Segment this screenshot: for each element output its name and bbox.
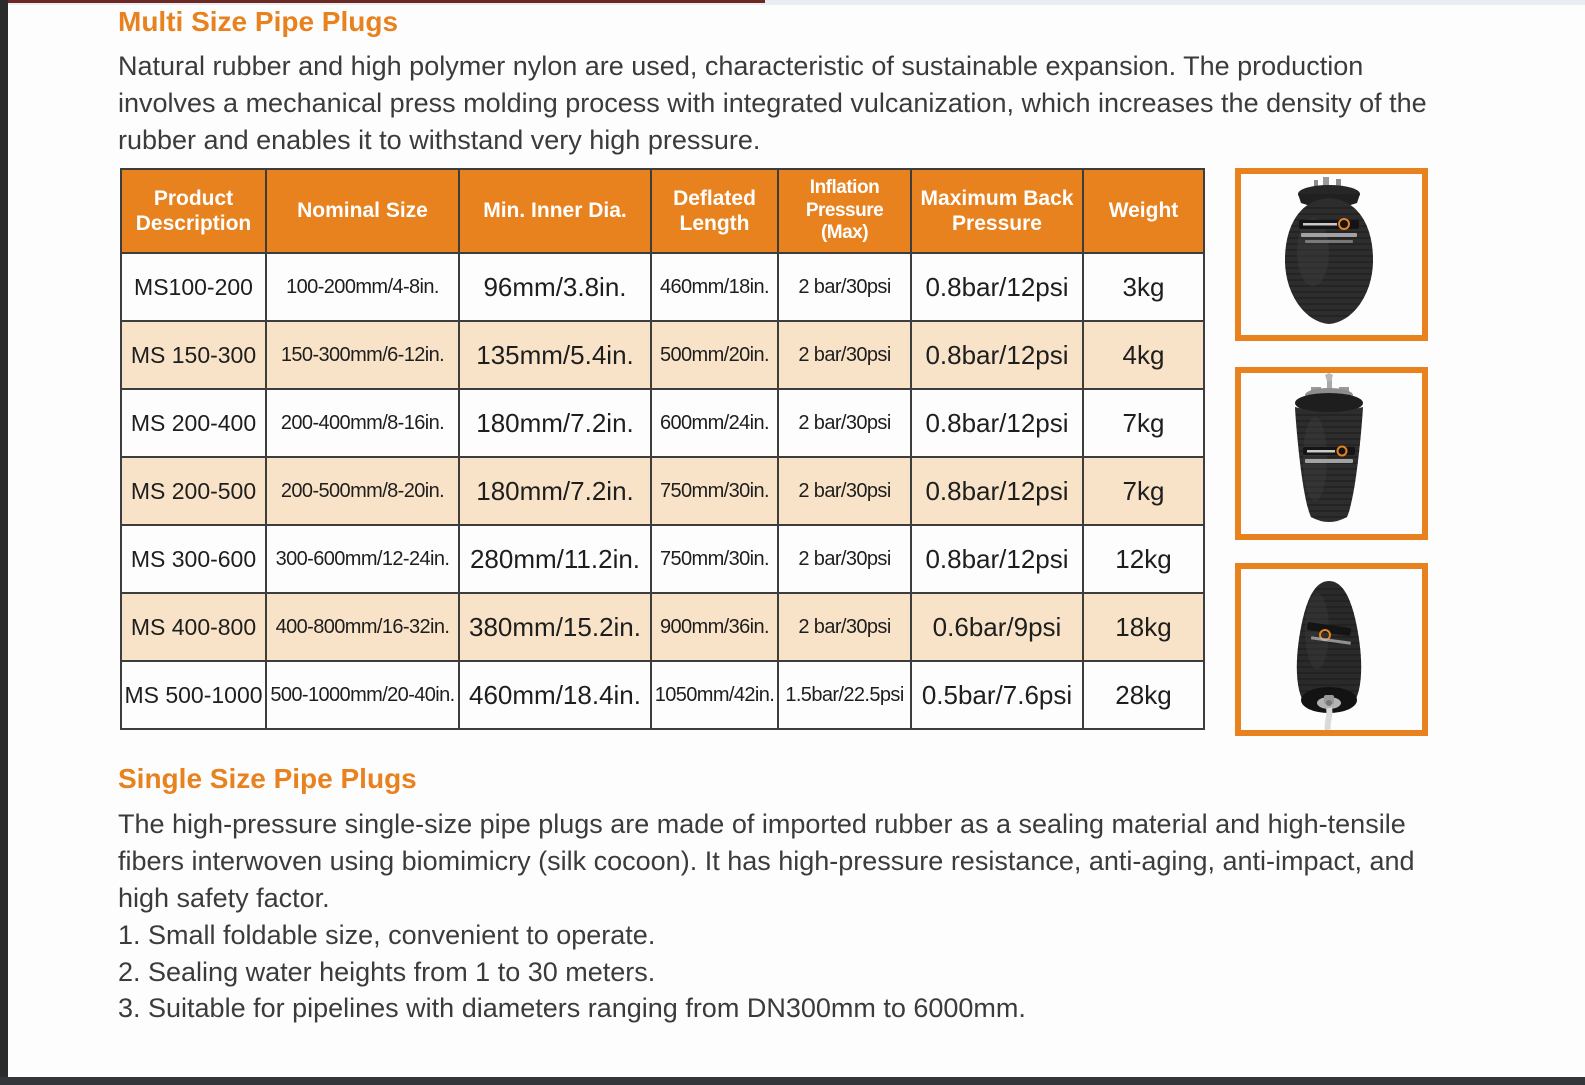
- table-cell: 750mm/30in.: [651, 457, 778, 525]
- table-cell: 300-600mm/12-24in.: [266, 525, 459, 593]
- table-cell: MS 150-300: [121, 321, 266, 389]
- table-cell: 0.8bar/12psi: [911, 457, 1083, 525]
- table-cell: 3kg: [1083, 253, 1204, 321]
- table-cell: MS 300-600: [121, 525, 266, 593]
- table-cell: 750mm/30in.: [651, 525, 778, 593]
- table-cell: 0.8bar/12psi: [911, 253, 1083, 321]
- table-cell: 4kg: [1083, 321, 1204, 389]
- feature-item: 2. Sealing water heights from 1 to 30 meters.: [118, 956, 656, 987]
- table-cell: 135mm/5.4in.: [459, 321, 651, 389]
- table-cell: 18kg: [1083, 593, 1204, 661]
- table-cell: 2 bar/30psi: [778, 457, 911, 525]
- column-header-deflated-length: Deflated Length: [651, 169, 778, 253]
- table-cell: 96mm/3.8in.: [459, 253, 651, 321]
- table-cell: 460mm/18in.: [651, 253, 778, 321]
- page-bottom-edge-strip: [0, 1077, 1585, 1085]
- table-row: [121, 457, 1204, 525]
- table-row: [121, 321, 1204, 389]
- table-cell: 1.5bar/22.5psi: [778, 661, 911, 729]
- table-cell: 7kg: [1083, 389, 1204, 457]
- table-cell: 500-1000mm/20-40in.: [266, 661, 459, 729]
- table-cell: MS 200-500: [121, 457, 266, 525]
- table-row: [121, 661, 1204, 729]
- table-row: [121, 593, 1204, 661]
- column-header-nominal-size: Nominal Size: [266, 169, 459, 253]
- table-cell: 460mm/18.4in.: [459, 661, 651, 729]
- table-cell: 400-800mm/16-32in.: [266, 593, 459, 661]
- spec-table-body: [121, 253, 1204, 729]
- table-cell: 180mm/7.2in.: [459, 389, 651, 457]
- feature-item: 3. Suitable for pipelines with diameters ranging from DN300mm to 6000mm.: [118, 993, 1026, 1023]
- column-header-product-description: Product Description: [121, 169, 266, 253]
- table-cell: 2 bar/30psi: [778, 593, 911, 661]
- table-cell: MS 400-800: [121, 593, 266, 661]
- table-row: [121, 389, 1204, 457]
- multi-size-spec-table: [120, 168, 1205, 730]
- table-cell: MS 200-400: [121, 389, 266, 457]
- table-cell: 2 bar/30psi: [778, 321, 911, 389]
- page-left-edge-strip: [0, 0, 8, 1085]
- egg-plug-image: [1241, 174, 1422, 335]
- table-cell: 500mm/20in.: [651, 321, 778, 389]
- table-cell: 1050mm/42in.: [651, 661, 778, 729]
- multi-size-title: Multi Size Pipe Plugs: [118, 6, 399, 37]
- table-row: [121, 253, 1204, 321]
- table-cell: 0.5bar/7.6psi: [911, 661, 1083, 729]
- table-cell: 900mm/36in.: [651, 593, 778, 661]
- table-header-row: [121, 169, 1204, 253]
- table-cell: 200-400mm/8-16in.: [266, 389, 459, 457]
- table-cell: 600mm/24in.: [651, 389, 778, 457]
- table-cell: 380mm/15.2in.: [459, 593, 651, 661]
- table-cell: MS 500-1000: [121, 661, 266, 729]
- table-cell: 28kg: [1083, 661, 1204, 729]
- table-cell: 150-300mm/6-12in.: [266, 321, 459, 389]
- column-header-inflation-pressure: Inflation Pressure (Max): [778, 169, 911, 253]
- cone-plug-image: [1241, 569, 1422, 730]
- product-photo-egg-plug: [1235, 168, 1428, 341]
- table-cell: 7kg: [1083, 457, 1204, 525]
- table-cell: 200-500mm/8-20in.: [266, 457, 459, 525]
- table-cell: 0.8bar/12psi: [911, 525, 1083, 593]
- cylinder-plug-image: [1241, 373, 1422, 534]
- multi-size-description: Natural rubber and high polymer nylon are used, characteristic of sustainable expansion. The production involves a mechanical press molding process with integrated vulcanization, which increases the density of the rubber and enables it to withstand very high pressure.: [118, 51, 1427, 155]
- table-cell: 180mm/7.2in.: [459, 457, 651, 525]
- table-cell: 280mm/11.2in.: [459, 525, 651, 593]
- table-cell: MS100-200: [121, 253, 266, 321]
- feature-item: 1. Small foldable size, convenient to operate.: [118, 920, 656, 950]
- product-photo-cylinder-plug: [1235, 367, 1428, 540]
- brand-label: [1303, 447, 1355, 464]
- single-size-feature-list: [118, 917, 1026, 1027]
- column-header-max-back-pressure: Maximum Back Pressure: [911, 169, 1083, 253]
- single-size-title: Single Size Pipe Plugs: [118, 763, 417, 794]
- table-cell: 12kg: [1083, 525, 1204, 593]
- page-top-edge-line: [0, 0, 765, 3]
- table-cell: 0.8bar/12psi: [911, 389, 1083, 457]
- table-cell: 100-200mm/4-8in.: [266, 253, 459, 321]
- table-cell: 2 bar/30psi: [778, 389, 911, 457]
- column-header-min-inner-dia: Min. Inner Dia.: [459, 169, 651, 253]
- table-cell: 2 bar/30psi: [778, 525, 911, 593]
- table-row: [121, 525, 1204, 593]
- table-cell: 0.6bar/9psi: [911, 593, 1083, 661]
- product-photo-cone-plug: [1235, 563, 1428, 736]
- table-cell: 0.8bar/12psi: [911, 321, 1083, 389]
- column-header-weight: Weight: [1083, 169, 1204, 253]
- single-size-description: The high-pressure single-size pipe plugs are made of imported rubber as a sealing material and high-tensile fibers interwoven using biomimicry (silk cocoon). It has high-pressure resistance, anti-aging, anti-impact, and high safety factor.: [118, 809, 1415, 913]
- table-cell: 2 bar/30psi: [778, 253, 911, 321]
